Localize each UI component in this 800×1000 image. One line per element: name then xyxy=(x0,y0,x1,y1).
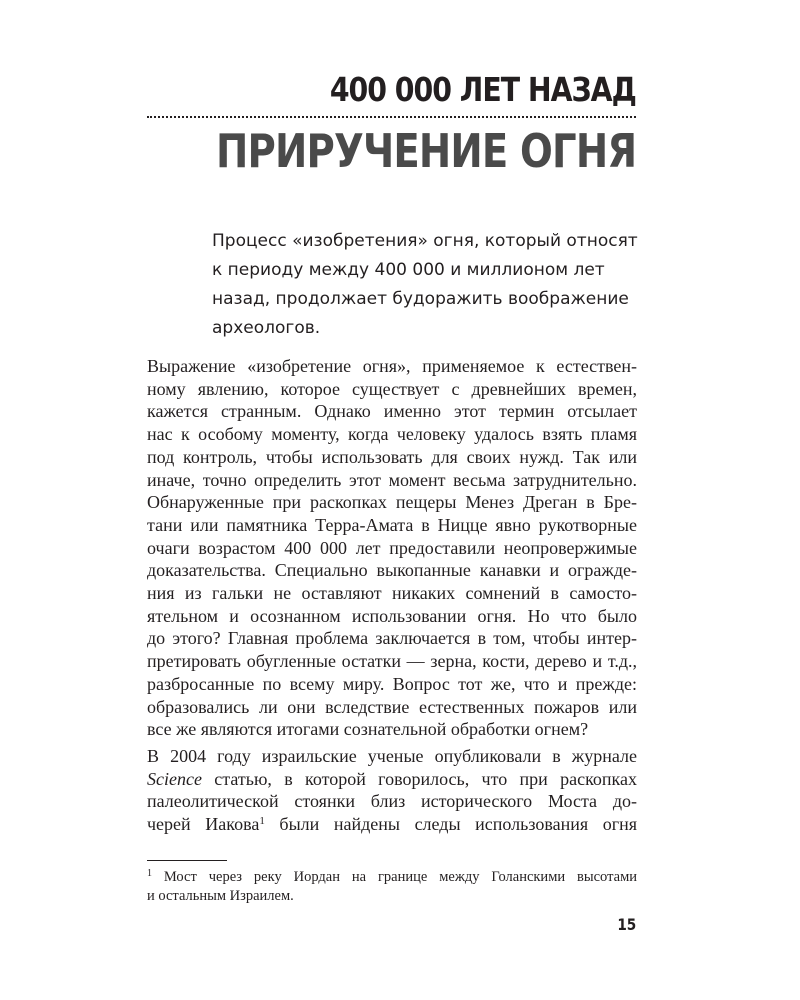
footnote-line xyxy=(147,868,637,887)
body-line: Выражение «изобретение огня», применяемое к естествен- xyxy=(147,356,637,376)
body-line: очаги возрастом 400 000 лет предоставили неопровержимые xyxy=(147,537,637,558)
para2-line: В 2004 году израильские ученые опубликовали в журнале xyxy=(147,746,637,766)
footnote-rule xyxy=(147,860,227,861)
dotted-divider xyxy=(147,116,636,118)
footnote-reference: 1 xyxy=(259,815,265,828)
lead-line: археологов. xyxy=(212,318,321,338)
body-line: образовались ли они вследствие естественных пожаров или xyxy=(147,696,637,717)
para2-line-text: статью, в которой говорилось, что при раскопках xyxy=(201,768,637,789)
body-line: под контроль, чтобы использовать для своих нужд. Так или xyxy=(147,446,637,467)
body-line: тани или памятника Терра-Амата в Ницце явно рукотворные xyxy=(147,514,637,535)
para2-line xyxy=(147,768,637,791)
body-line: кажется странным. Однако именно этот термин отсылает xyxy=(147,401,637,422)
footnote-marker: 1 xyxy=(147,868,152,879)
body-line: разбросанные по всему миру. Вопрос тот же, что и прежде: xyxy=(147,673,637,694)
body-line: нас к особому моменту, когда человеку удалось взять пламя xyxy=(147,424,637,445)
body-line: все же являются итогами сознательной обработки огнем? xyxy=(147,719,589,740)
lead-line: назад, продолжает будоражить воображение xyxy=(212,289,629,309)
body-line: Обнаруженные при раскопках пещеры Менез Дреган в Бре- xyxy=(147,492,637,513)
body-paragraph xyxy=(147,355,637,741)
para2-line-text: были найдены следы использования огня xyxy=(264,814,638,835)
body-line: ятельном и осознанном использовании огня. Но что было xyxy=(147,605,637,626)
body-line: до этого? Главная проблема заключается в том, чтобы интер- xyxy=(147,628,637,649)
footnote-text: Мост через реку Иордан на границе между Голанскими высотами xyxy=(152,869,637,885)
para2-line-text: черей Иакова xyxy=(147,814,260,835)
body-line: доказательства. Специально выкопанные канавки и огражде- xyxy=(147,560,637,581)
body-line: ному явлению, которое существует с древнейших времен, xyxy=(147,378,637,399)
chapter-title: ПРИРУЧЕНИЕ ОГНЯ xyxy=(215,124,636,178)
body-line: претировать обугленные остатки — зерна, кости, дерево и т.д., xyxy=(147,651,637,672)
body-line: иначе, точно определить этот момент весьма затруднительно. xyxy=(147,469,637,490)
lead-paragraph xyxy=(212,227,652,343)
lead-line: к периоду между 400 000 и миллионом лет xyxy=(212,260,605,280)
footnote xyxy=(147,868,637,906)
footnote-line: и остальным Израилем. xyxy=(147,888,294,904)
page-number: 15 xyxy=(617,915,636,934)
body-line: ния из гальки не оставляют никаких сомнений в самосто- xyxy=(147,583,637,604)
para2-line xyxy=(147,813,637,836)
chapter-date-heading: 400 000 ЛЕТ НАЗАД xyxy=(329,70,636,109)
lead-line: Процесс «изобретения» огня, который относят xyxy=(212,231,638,251)
para2-line: палеолитической стоянки близ исторического Моста до- xyxy=(147,791,637,812)
journal-name: Science xyxy=(147,768,202,789)
second-paragraph xyxy=(147,745,637,836)
